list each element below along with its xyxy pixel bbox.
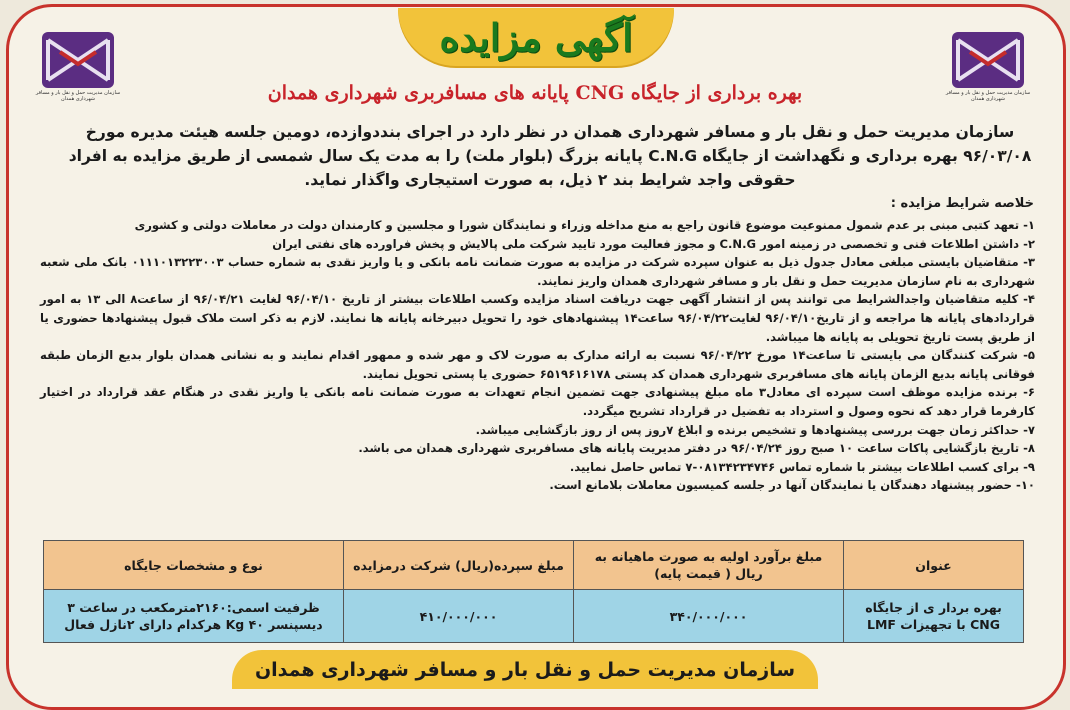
table-header-cell: نوع و مشخصات جایگاه bbox=[44, 541, 344, 590]
logo-caption: سازمان مدیریت حمل و نقل بار و مسافر شهرداری همدان bbox=[945, 90, 1031, 102]
condition-item: ۳- متقاضیان بایستی مبلغی معادل جدول ذیل به عنوان سپرده شرکت در مزایده به صورت ضمانت نامه بانکی و یا واریز نقدی به شماره حساب ۰۱۱۱۰۱۳۲۲۳۰۰۳ بانک ملی شعبه شهرداری به نام سازمان مدیریت حمل و نقل بار و مسافر شهرداری همدان واریز نمایند. bbox=[40, 255, 1035, 288]
conditions-heading: خلاصه شرایط مزایده : bbox=[890, 196, 1034, 211]
table-header-cell: مبلغ سپرده(ریال) شرکت درمزایده bbox=[344, 541, 574, 590]
table-cell-specs: ظرفیت اسمی:۲۱۶۰مترمکعب در ساعت ۳ دیسپنسر ۴۰ Kg هرکدام دارای ۲نازل فعال bbox=[44, 590, 344, 643]
footer-banner bbox=[232, 650, 818, 689]
condition-item: ۸- تاریخ بازگشایی پاکات ساعت ۱۰ صبح روز ۹۶/۰۴/۲۴ در دفتر مدیریت پایانه های مسافربری شهرداری همدان می باشد. bbox=[358, 441, 1035, 456]
table-header-cell: عنوان bbox=[844, 541, 1024, 590]
condition-item: ۴- کلیه متقاضیان واجدالشرایط می توانند پس از انتشار آگهی جهت دریافت اسناد مزایده وکسب اطلاعات بیشتر از تاریخ ۹۶/۰۴/۱۰ لغایت ۹۶/۰۴/۲۱ از ساعت۸ الی ۱۳ به امور قراردادهای پایانه ها مراجعه و از تاریخ۹۶/۰۴/۱۰ لغایت۹۶/۰۴/۲۲ ساعت۱۴ پیشنهادهای خود را تحویل دبیرخانه پایانه ها نمایند. لازم به ذکر است ملاک قبول پیشنهادها حضوری یا از طریق پست تاریخ تحویلی به پایانه ها میباشد. bbox=[40, 292, 1035, 344]
condition-item: ۱۰- حضور پیشنهاد دهندگان یا نمایندگان آنها در جلسه کمیسیون معاملات بلامانع است. bbox=[549, 478, 1035, 493]
intro-paragraph: سازمان مدیریت حمل و نقل بار و مسافر شهرداری همدان در نظر دارد در اجرای بنددوازده، دومین جلسه هیئت مدیره مورخ ۹۶/۰۳/۰۸ بهره برداری و نگهداشت از جایگاه C.N.G پایانه بزرگ (بلوار ملت) را به مدت یک سال شمسی از طریق مزایده به افراد حقوقی واجد شرایط بند ۲ ذیل، به صورت استیجاری واگذار نماید. bbox=[68, 123, 1032, 189]
table-header-row bbox=[44, 541, 1024, 590]
table-header-cell: مبلغ برآورد اولیه به صورت ماهیانه به ریال ( قیمت پایه) bbox=[574, 541, 844, 590]
conditions-list bbox=[40, 216, 1035, 495]
municipality-logo-right bbox=[945, 30, 1031, 102]
footer-org-name: سازمان مدیریت حمل و نقل بار و مسافر شهرداری همدان bbox=[254, 658, 796, 681]
condition-item: ۱- تعهد کتبی مبنی بر عدم شمول ممنوعیت موضوع قانون راجع به منع مداخله وزراء و نمایندگان شورا و مجلسین و کارمندان دولت در معاملات دولتی و کشوری bbox=[134, 218, 1035, 232]
table-cell-title: بهره بردار ی از جایگاه CNG با تجهیزات LMF bbox=[844, 590, 1024, 643]
logo-emblem-icon bbox=[40, 30, 116, 90]
page-title: آگهی مزایده bbox=[439, 14, 633, 60]
condition-item: ۶- برنده مزایده موظف است سپرده ای معادل۳ ماه مبلغ پیشنهادی جهت تضمین انجام تعهدات به صورت ضمانت نامه بانکی یا واریز نقدی در هنگام عقد قرارداد در اختیار کارفرما قرار دهد که نحوه وصول و استرداد به تفضیل در قرارداد تشریح میگردد. bbox=[40, 385, 1035, 418]
condition-item: ۲- داشتن اطلاعات فنی و تخصصی در زمینه امور C.N.G و مجوز فعالیت مورد تایید شرکت ملی پالایش و پخش فراورده های نفتی ایران bbox=[272, 236, 1035, 251]
condition-item: ۷- حداکثر زمان جهت بررسی پیشنهادها و تشخیص برنده و ابلاغ ۷روز پس از روز بازگشایی میباشد. bbox=[475, 422, 1035, 437]
logo-emblem-icon bbox=[950, 30, 1026, 90]
condition-item: ۹- برای کسب اطلاعات بیشتر با شماره تماس ۰۸۱۳۴۲۳۴۷۴۶-۷ تماس حاصل نمایید. bbox=[569, 459, 1035, 474]
logo-caption: سازمان مدیریت حمل و نقل بار و مسافر شهرداری همدان bbox=[35, 90, 121, 102]
table-cell-deposit: ۴۱۰/۰۰۰/۰۰۰ bbox=[344, 590, 574, 643]
condition-item: ۵- شرکت کنندگان می بایستی تا ساعت۱۴ مورخ ۹۶/۰۴/۲۲ نسبت به ارائه مدارک به صورت لاک و مهر شده و ممهور اقدام نمایند و به نشانی همدان بلوار بدیع الزمان طبقه فوقانی پایانه بدیع الزمان پایانه های مسافربری شهرداری همدان کد پستی ۶۵۱۹۶۱۶۱۷۸ حضوری یا پستی تحویل نمایند. bbox=[40, 348, 1035, 381]
page-subtitle: بهره برداری از جایگاه CNG پایانه های مسافربری شهرداری همدان bbox=[267, 82, 803, 104]
title-banner bbox=[398, 8, 674, 66]
auction-table bbox=[43, 540, 1024, 643]
table-row bbox=[44, 590, 1024, 643]
table-cell-base-price: ۳۴۰/۰۰۰/۰۰۰ bbox=[574, 590, 844, 643]
municipality-logo-left bbox=[35, 30, 121, 102]
